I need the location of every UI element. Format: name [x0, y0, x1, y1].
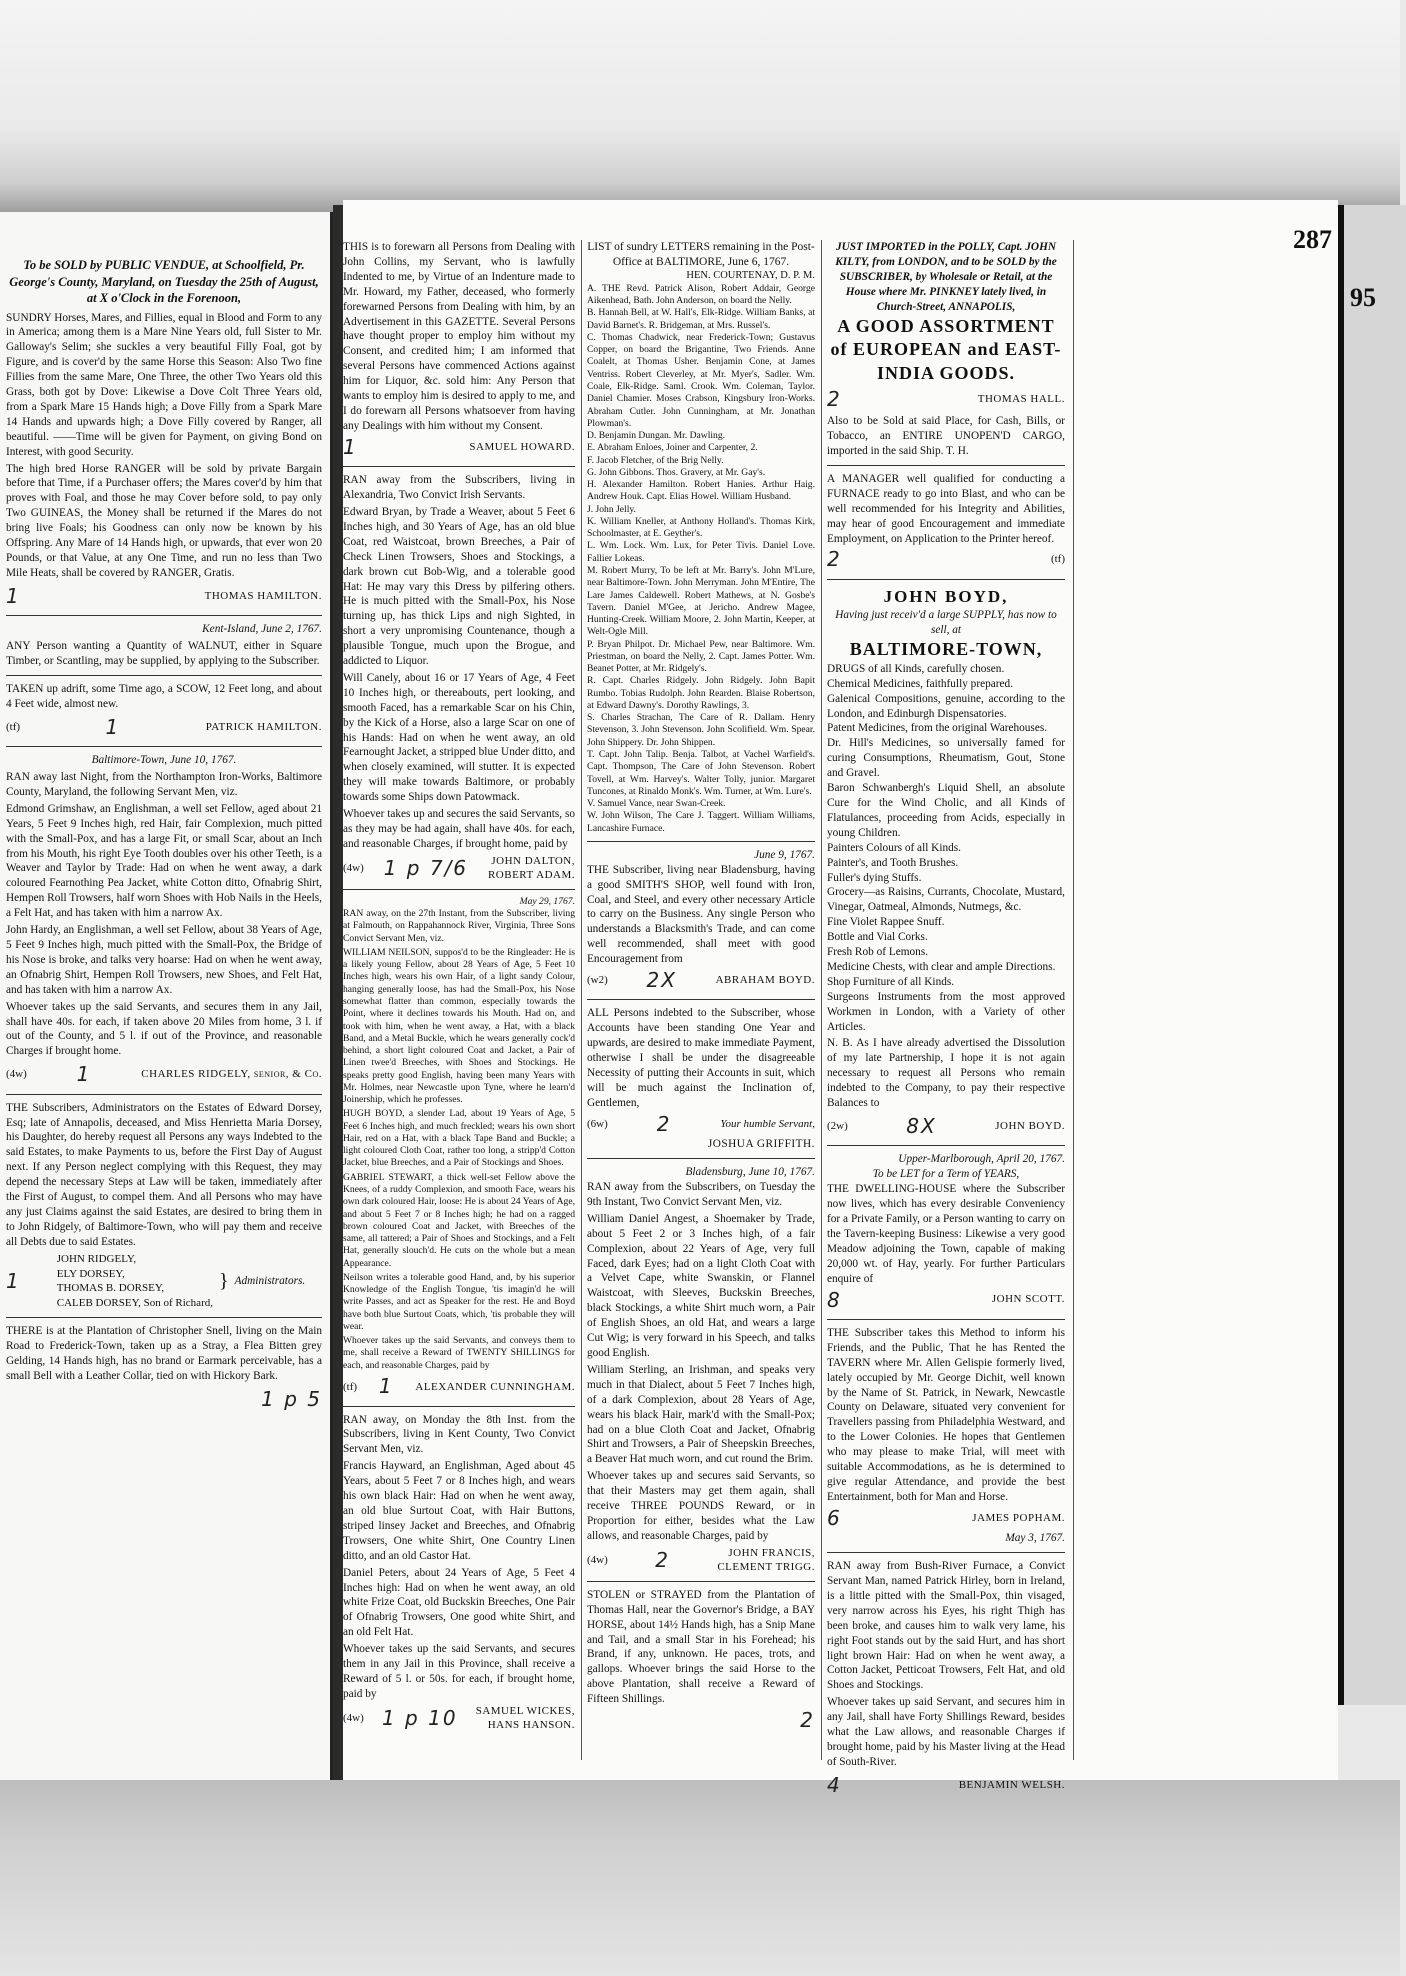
list-item: P. Bryan Philpot. Dr. Michael Pew, near Baltimore. Wm. Priestman, on board the Nelly, 2. Capt. James Potter. Wm. Beanet Potter, at Mr. Ridgely's. [587, 638, 815, 675]
ad-body: THE Subscribers, Administrators on the Estates of Edward Dorsey, Esq; late of Annapolis, deceased, and Miss Henrietta Maria Dorsey, his Daughter, do hereby request all Persons any ways Indebted to the said Estates, to make Payments to us, before the First Day of August next. If any Person neglect complying with this Request, they may depend the necessary Steps at Law will be taken, immediately after the First of August, to compel them. And all Persons who may have any just Claims against the said Estates, are desired to bring them in to John Ridgely, of Baltimore-Town, who will pay them and receive all Debts due to said Estates. [6, 1101, 322, 1248]
dateline: June 9, 1767. [754, 848, 815, 861]
signature: ROBERT ADAM. [487, 869, 575, 882]
list-item: J. John Jelly. [587, 503, 636, 515]
list-item: D. Benjamin Dungan. Mr. Dawling. [587, 430, 726, 442]
insertion-mark: (w2) [587, 974, 608, 987]
column-rule [1073, 240, 1074, 1760]
ad-stray [6, 1324, 322, 1412]
ad-body: Daniel Peters, about 24 Years of Age, 5 Feet 4 Inches high: Had on when he went away, an old white Frize Coat, old Buckskin Breeches, One Pair of Ofnabrig Trowsers, One good white Shirt, and an old Felt Hat. [343, 1566, 575, 1639]
ad-body: HUGH BOYD, a slender Lad, about 19 Years of Age, 5 Feet 6 Inches high, and much freckled; wears his own short Hair, red on a Hat, with a black Tape Band and Buckle; a light coloured Cloth Coat, rather too long, a stripp'd Cotton Jacket, blue Breeches, and a Pair of Stockings and Shoes. [343, 1108, 575, 1169]
ad-body: Edmond Grimshaw, an Englishman, a well set Fellow, aged about 21 Years, 5 Feet 9 Inches high, red Hair, fair Complexion, much pitted with the Small-Pox, and has a large Fit, or small Scar, about an Inch from his Mouth, his right Eye Tooth doubles over his other Teeth, is a Weaver and Taylor by Trade: Had on when he went away, a dark coloured Fearnothing Pea Jacket, white Cotton ditto, Ofnabrig Shirt, Hempen Roll Trowsers, half worn Shoes with Hob Nails in the Heels, a Felt Hat, and has taken with him a narrow Ax. [6, 802, 322, 920]
list-item: W. John Wilson, The Care J. Taggert. William Williams, Lancashire Furnace. [587, 810, 815, 834]
handwritten-mark: 1 [6, 1269, 21, 1294]
ad-northampton [6, 753, 322, 1088]
column-2 [587, 240, 815, 1739]
administrator-name: JOHN RIDGELY, [56, 1252, 137, 1265]
ad-body: Neilson writes a tolerable good Hand, and, by his superior Knowledge of the English Tongue, 'tis imagin'd he will write Passes, and act as Speaker for the rest. He and Boyd have both blue Surtout Coats, which, 'tis probable they will wear. [343, 1271, 575, 1332]
column-rule [581, 240, 582, 1760]
signature: SAMUEL WICKES, [475, 1704, 575, 1717]
insertion-mark: (4w) [6, 1068, 27, 1081]
handwritten-mark: 8 [827, 1287, 842, 1312]
ad-welsh [827, 1559, 1065, 1798]
insertion-mark: (2w) [827, 1119, 848, 1132]
ad-body: RAN away last Night, from the Northampton Iron-Works, Baltimore County, Maryland, the following Servant Men, viz. [6, 771, 322, 798]
signature: JOSHUA GRIFFITH. [707, 1138, 815, 1151]
ad-body: Whoever takes up and secures said Servants, so that their Masters may get them again, shall receive THREE POUNDS Reward, or in Proportion for either, besides what the Law allows, and reasonable Charges, paid by [587, 1470, 815, 1542]
signature-line [587, 1546, 815, 1575]
ad-john-boyd [827, 586, 1065, 1140]
divider [587, 999, 815, 1000]
list-item: Chemical Medicines, faithfully prepared. [827, 677, 1014, 690]
list-item: Surgeons Instruments from the most approved Workmen in London, with a Variety of other Articles. [827, 990, 1065, 1033]
ad-falmouth [343, 896, 575, 1400]
ad-polly [827, 240, 1065, 459]
signature: HANS HANSON. [487, 1719, 575, 1732]
insertion-mark: (4w) [587, 1554, 608, 1567]
insertion-mark: (tf) [6, 720, 21, 733]
scanner-shadow-top [0, 0, 1400, 215]
list-item: Fresh Rob of Lemons. [827, 946, 929, 959]
signature-line [827, 1505, 1065, 1531]
ad-body: Whoever takes up the said Servants, and secures them in any Jail in this Province, shall receive a Reward of 5 l. or 50s. for each, if brought home, paid by [343, 1643, 575, 1700]
signature-block [717, 1546, 815, 1575]
insertion-mark: (tf) [343, 1380, 358, 1393]
handwritten-mark: 1 [76, 1062, 92, 1087]
handwritten-mark: 2X [646, 968, 677, 993]
ad-body: Whoever takes up the said Servants, and secures them in any Jail, shall have 40s. for each, if taken above 20 Miles from home, 3 l. if out of the County, and 5 l. if out of the Province, and reasonable Charges if brought home. [6, 1000, 322, 1058]
ad-collins [343, 240, 575, 460]
divider [587, 1158, 815, 1159]
list-item: T. Capt. John Talip. Benja. Talbot, at Vachel Warfield's. Capt. Thompson, The Care of John Stevenson. Robert Tovell, at Wm. Harvey's. Walter Tolly, junior. Margaret Tuncones, at Rinaldo Monk's. Wm. Turner, at Wm. Lure's. [587, 748, 815, 797]
list-item: DRUGS of all Kinds, carefully chosen. [827, 662, 1005, 675]
ad-body: John Hardy, an Englishman, a well set Fellow, about 38 Years of Age, 5 Feet 9 Inches high, much pitted with the Small-Pox, the Bridge of his Nose is broke, and talks very hoarse: Had on when he went away, an Ofnabrig Shirt, Hempen Roll Trowsers, new Shoes, and Felt Hat, and has taken with him a narrow Ax. [6, 924, 322, 996]
ad-body: STOLEN or STRAYED from the Plantation of Thomas Hall, near the Governor's Bridge, a BAY HORSE, about 14½ Hands high, has a Snip Mane and Tail, and a small Star in his Forehead; his Brand, if any, unknown. He paces, trots, and gallops. Whoever brings the said Horse to the above Plantation, shall receive a Reward of Fifteen Shillings. [587, 1588, 815, 1706]
handwritten-mark: 2 [655, 1548, 670, 1573]
ad-body: Francis Hayward, an Englishman, Aged about 45 Years, about 5 Feet 7 or 8 Inches high, and wears his own black Hair: Had on when he went away, an old blue Surtout Coat, with Hair Buttons, striped linsey Jacket and Breeches, and Ofnabrig Trowsers, One white Shirt, One Country Linen ditto, and an old Castor Hat. [343, 1460, 575, 1562]
ad-heading: To be SOLD by PUBLIC VENDUE, at Schoolfield, Pr. George's County, Maryland, on Tuesday the 25th of August, at X o'Clock in the Forenoon, [9, 258, 319, 305]
ad-walnut [6, 622, 322, 669]
ad-body: Also to be Sold at said Place, for Cash, Bills, or Tobacco, an ENTIRE UNOPEN'D CARGO, imported in the said Ship. T. H. [827, 415, 1065, 457]
ad-body: ANY Person wanting a Quantity of WALNUT, either in Square Timber, or Scantling, may be supplied, by applying to the Subscriber. [6, 640, 322, 668]
ad-body: A MANAGER well qualified for conducting a FURNACE ready to go into Blast, and who can be well recommended for his Integrity and Abilities, may hear of good Encouragement and immediate Employment, on Application to the Printer hereof. [827, 472, 1065, 545]
list-item: M. Robert Murry, To be left at Mr. Barry's. John M'Lure, near Baltimore-Town. John Merryman. John M'Entire, The Lare James Caldewell. Robert Mathews, at N. Gosbe's Tavern. Daniel M'Gee, at Jericho. Andrew Magee, Hunting-Creek. William Moore, 2. John Martin, Keeper, at Welt-Ogle Mill. [587, 564, 815, 638]
insertion-mark: (4w) [343, 1712, 364, 1725]
handwritten-mark: 4 [827, 1772, 842, 1797]
letter-entries [587, 283, 815, 835]
handwritten-mark: 8X [906, 1114, 937, 1138]
signature-line [827, 1113, 1065, 1139]
administrator-name: THOMAS B. DORSEY, [56, 1282, 165, 1295]
handwritten-mark: 2 [827, 386, 842, 411]
ad-body: ALL Persons indebted to the Subscriber, whose Accounts have been standing One Year and upwards, are desired to make immediate Payment, otherwise I shall be under the disagreeable Necessity of putting their Accounts in suit, which will be much against the Inclination of, Gentlemen, [587, 1007, 815, 1109]
ad-body: TAKEN up adrift, some Time ago, a SCOW, 12 Feet long, and about 4 Feet wide, almost new. [6, 682, 322, 710]
signature: ABRAHAM BOYD. [715, 974, 815, 987]
signature: SAMUEL HOWARD. [469, 440, 575, 453]
divider [827, 1319, 1065, 1320]
closing: Your humble Servant, [720, 1117, 815, 1130]
signature: JAMES POPHAM. [972, 1511, 1065, 1524]
handwritten-mark: 1 [378, 1373, 394, 1398]
ad-popham-tavern [827, 1326, 1065, 1546]
dateline: May 3, 1767. [1005, 1532, 1065, 1545]
handwritten-mark: 1 [105, 714, 121, 739]
handwritten-mark: 1 [343, 434, 358, 459]
list-item: F. Jacob Fletcher, of the Brig Nelly. [587, 454, 724, 466]
ad-body: RAN away, on Monday the 8th Inst. from the Subscribers, living in Kent County, Two Convict Servant Men, viz. [343, 1413, 575, 1456]
page-number: 287 [1293, 225, 1332, 254]
signature-line [343, 1374, 575, 1400]
dateline: Kent-Island, June 2, 1767. [202, 623, 322, 636]
signature: JOHN FRANCIS, [728, 1546, 815, 1559]
ad-dorsey [6, 1101, 322, 1311]
divider [343, 889, 575, 890]
ad-body: Whoever takes up said Servant, and secures him in any Jail, shall have Forty Shillings Reward, besides what the Law allows, and reasonable Charges if brought home, paid by his Master living at the Head of South-River. [827, 1696, 1065, 1768]
signature: PATRICK HAMILTON. [205, 720, 322, 733]
signature-line [6, 1061, 322, 1087]
scanner-shadow-bottom [0, 1780, 1400, 1976]
ad-body: THE Subscriber, living near Bladensburg, having a good SMITH'S SHOP, well found with Iron, Coal, and Steel, and every other necessary Article to carry on the Business. Any single Person who understands a Blacksmith's Trade, and can come well recommended, shall meet with good Encouragement from [587, 863, 815, 966]
ad-body: THIS is to forewarn all Persons from Dealing with John Collins, my Servant, who is lawfully Indented to me, by Virtue of an Indenture made to Mr. Howard, my Father, deceased, who formerly forewarned Persons from Dealing with him, by an Advertisement in this GAZETTE. Several Persons have thought proper to employ him without my Consent, and credited him; I am informed that several Persons have commenced Actions against him for Liquor, &c. sold him: Any Person that wants to employ him is desired to apply to me, and I do forewarn all Persons whatsoever from having any Dealings with him without my Consent. [343, 241, 575, 432]
signature-line [587, 967, 815, 993]
list-item: R. Capt. Charles Ridgely. John Ridgely. John Bapit Rumbo. Tobias Rudolph. John Rearden. Blaise Robertson, at Edward Dawny's. Dorothy Rawlings, 3. [587, 675, 815, 711]
signature: CHARLES RIDGELY, senior, & Co. [141, 1068, 322, 1081]
ad-body: N. B. As I have already advertised the Dissolution of my late Partnership, I hope it is not again necessary to request all Persons who remain indebted to the Company, to pay their respective Balances to [827, 1037, 1065, 1110]
column-1 [343, 240, 575, 1739]
list-item: Shop Furniture of all Kinds. [827, 975, 955, 988]
signature: CLEMENT TRIGG. [717, 1561, 815, 1574]
ad-body: THE Subscriber takes this Method to inform his Friends, and the Public, That he has Rented the TAVERN where Mr. Allen Gelispie formerly lived, lately occupied by Mr. George Dichit, well known by the Name of St. Patrick, in Newark, Newcastle County on Delaware, situated very convenient for Travellers passing from Philadelphia Westward, and to the Lower Colonies. He hopes that Gentlemen who may please to make Trial, will meet with suitable Accommodations, as he is determined to give regular Attendance, and provide the best Entertainment, both for Man and Horse. [827, 1326, 1065, 1503]
signature-line [827, 1772, 1065, 1798]
administrator-name: ELY DORSEY, [56, 1267, 125, 1280]
ad-body: William Daniel Angest, a Shoemaker by Trade, about 5 Feet 2 or 3 Inches high, of a fair Complexion, about 22 Years of Age, very full Faced, dark Eyes; had on a light Cloth Coat with a Velvet Cape, white Swanskin, or Flannel Waistcoat, with Sleeves, Buckskin Breeches, black Stockings, a white Shirt much worn, a Pair of English Shoes, an old Hat, and wears a large Cut Wig; is very forward in his Speech, and talks good English. [587, 1212, 815, 1359]
goods-list [827, 662, 1065, 1035]
dateline: May 29, 1767. [519, 895, 575, 907]
signature-line [343, 854, 575, 883]
signature-line [827, 1287, 1065, 1313]
divider [587, 841, 815, 842]
administrators-list [57, 1252, 213, 1311]
ad-body: Edward Bryan, by Trade a Weaver, about 5 Feet 6 Inches high, and 30 Years of Age, has an old blue Coat, red Waistcoat, brown Breeches, a Pair of Check Linen Trowsers, Shoes and Stockings, a dark brown cut Bob-Wig, and a tolerable good Hat: He may vary this Dress by pilfering others. He is much pitted with the Small-Pox, his Nose turning up, has thick Lips and nigh Sighted, in short a very unpromising Countenance, though a plausible Tongue, much upon the Brogue, and addicted to Liquor. [343, 505, 575, 668]
divider [6, 675, 322, 676]
signature-block [476, 1704, 575, 1733]
ad-body: RAN away from the Subscribers, living in Alexandria, Two Convict Irish Servants. [343, 474, 575, 502]
divider [827, 465, 1065, 466]
list-item: Grocery—as Raisins, Currants, Chocolate, Mustard, Vinegar, Oatmeal, Almonds, Nutmegs, &c. [827, 886, 1065, 914]
list-item: B. Hannah Bell, at W. Hall's, Elk-Ridge. William Banks, at David Barnet's. R. Bridgeman, at Mrs. Russel's. [587, 307, 815, 331]
right-page [343, 200, 1338, 1797]
list-item: Patent Medicines, from the original Warehouses. [827, 722, 1048, 735]
letter-list [587, 240, 815, 835]
ad-irish-servants [343, 473, 575, 883]
ad-heading: JUST IMPORTED in the POLLY, Capt. JOHN KILTY, from LONDON, and to be SOLD by the SUBSCRIBER, by Wholesale or Retail, at the House where Mr. PINKNEY lately lived, in Church-Street, ANNAPOLIS, [835, 241, 1057, 313]
next-page-number: 95 [1350, 283, 1376, 312]
ad-kent [343, 1413, 575, 1733]
ad-smith-shop [587, 848, 815, 994]
ad-body: William Sterling, an Irishman, and speaks very much in that Dialect, about 5 Feet 7 Inches high, of a dark Complexion, about 28 Years of Age, wears his black Hair, mark'd with the Small-Pox; had on a blue Cloth Coat and Jacket, Ofnabrig Shirt and Trowsers, a Pair of Sheepskin Breeches, a Beaver Hat much worn, and cut round the Brim. [587, 1363, 815, 1466]
left-page-column [6, 257, 322, 1418]
divider [6, 746, 322, 747]
signature-line [6, 714, 322, 740]
ad-body: SUNDRY Horses, Mares, and Fillies, equal in Blood and Form to any in America; among them is a Mare Nine Years old, full Sister to Mr. Galloway's Selim; she suckles a very beautiful Filly Foal, got by Figure, and is cover'd by the same Horse this Season: Also Two fine Fillies from the same Mare, One Three, the other Two Years old this Grass, both got by Dove: Likewise a Dove Colt Three Years old, from a Spark Mare 15 Hands high; a Dove Filly from a Spark Mare 14 Hands and upwards high; a Dove Filly covered by Ranger, all beautiful. ——Time will be given for Payment, on giving Bond on Interest, with good Security. [6, 311, 322, 458]
list-item: S. Charles Strachan, The Care of R. Dallam. Henry Stevenson, 3. John Stevenson. John Scolifield. Wm. Spear. John Shippery. Dr. John Shippen. [587, 712, 815, 748]
ad-scow [6, 682, 322, 740]
ad-bay-horse [587, 1588, 815, 1734]
divider [6, 1317, 322, 1318]
handwritten-mark: 1 p 10 [381, 1706, 458, 1731]
list-item: C. Thomas Chadwick, near Frederick-Town; Gustavus Copper, on board the Brigantine, Two Friends. Anne Coalelt, at Thomas Usher. Benjamin Cone, at James Ventriss. Robert Cleverley, at Mr. Myer's, Sadler. Wm. Coale, Elk-Ridge. Saml. Crook. Wm. Coleman, Taylor. Daniel Chamier. Moses Crabson, Kingsbury Iron-Works. Abraham Cutler. John Cunningham, at Mr. Jonathan Plowman's. [587, 331, 815, 429]
ad-bladensburg [587, 1165, 815, 1575]
signature-line [587, 1111, 815, 1137]
list-item: Bottle and Vial Corks. [827, 931, 928, 944]
signature: THOMAS HALL. [977, 392, 1065, 405]
list-item: Fuller's dying Stuffs. [827, 871, 922, 884]
handwritten-mark: 1 [6, 583, 21, 608]
list-item: L. Wm. Lock. Wm. Lux, for Peter Tivis. Daniel Love. Fallier Lokeas. [587, 540, 815, 564]
list-item: Dr. Hill's Medicines, so universally famed for curing Consumptions, Rheumatism, Gout, Stone and Gravel. [827, 737, 1065, 780]
list-item: K. William Kneller, at Anthony Holland's. Thomas Kirk, Schoolmaster, at E. Geyther's. [587, 515, 815, 540]
ad-body: RAN away, on the 27th Instant, from the Subscriber, living at Falmouth, on Rappahannock River, Virginia, Three Sons Convict Servant Men, viz. [343, 908, 575, 944]
signature-line [6, 583, 322, 609]
handwritten-mark: 2 [800, 1708, 815, 1733]
left-page [0, 212, 333, 1780]
administrators-label: Administrators. [234, 1274, 306, 1287]
signature-line [343, 434, 575, 460]
ad-headline: A GOOD ASSORTMENT of EUROPEAN and EAST-INDIA GOODS. [830, 315, 1062, 384]
ad-headline: BALTIMORE-TOWN, [849, 639, 1043, 660]
ad-body: THERE is at the Plantation of Christopher Snell, living on the Main Road to Frederick-Town, taken up as a Stray, a Flea Bitten grey Gelding, 14 Hands high, has no brand or Earmark perceivable, has a small Bell with a Leather Collar, tied on with Hickory Bark. [6, 1325, 322, 1382]
dateline: Bladensburg, June 10, 1767. [685, 1166, 815, 1179]
column-rule [821, 240, 822, 1760]
ad-body: THE DWELLING-HOUSE where the Subscriber now lives, which has every desirable Conveniency for a Private Family, or a Person wanting to carry on the Tavern-keeping Business: Likewise a very good Meadow adjoining the Town, capable of making 20,000 wt. of Hay, yearly. For further Particulars enquire of [827, 1183, 1065, 1285]
signature-line [343, 1704, 575, 1733]
signature-line [827, 546, 1065, 572]
handwritten-mark: 1 p 5 [261, 1386, 322, 1411]
ad-subheading: To be LET for a Term of YEARS, [872, 1168, 1020, 1181]
ad-body: GABRIEL STEWART, a thick well-set Fellow above the Knees, of a ruddy Complexion, and smooth Face, wears his own dark coloured Hair, loose: He is about 24 Years of Age, and about 5 Feet 7 or 8 Inches high; he had on a ragged brown coloured Coat and Jacket, with Breeches of the same, all tattered; a Pair of Shoes and Stockings, and a Felt Hat, generally slouch'd. He cuts on the whole but a mean Appearance. [343, 1171, 575, 1269]
ad-furnace-manager [827, 472, 1065, 573]
ad-body: RAN away from Bush-River Furnace, a Convict Servant Man, named Patrick Hirley, born in Ireland, is a little pitted with the Small-Pox, thin visaged, very narrow across his Eyes, his right Thigh has been broke, and causes him to walk very lame, his right Foot stands out by the said Hurt, and has short light brown Hair: Had on when he went away, a Cotton Jacket, Petticoat Trowsers, Felt Hat, and old Shoes and Stockings. [827, 1560, 1065, 1692]
ad-heading: JOHN BOYD, [883, 586, 1009, 606]
divider [587, 1581, 815, 1582]
divider [6, 615, 322, 616]
divider [827, 1145, 1065, 1146]
signature: ALEXANDER CUNNINGHAM. [415, 1380, 575, 1393]
ad-body: Whoever takes up the said Servants, and conveys them to me, shall receive a Reward of TWENTY SHILLINGS for each, and reasonable Charges, paid by [343, 1335, 575, 1371]
list-item: Fine Violet Rappee Snuff. [827, 916, 945, 929]
next-page-edge [1338, 205, 1406, 1705]
postmaster: HEN. COURTENAY, D. P. M. [686, 270, 815, 282]
insertion-mark: (6w) [587, 1117, 608, 1130]
column-3 [827, 240, 1065, 1804]
divider [343, 466, 575, 467]
ad-subheading: Having just receiv'd a large SUPPLY, has now to sell, at [835, 609, 1057, 637]
divider [827, 579, 1065, 580]
ad-body: The high bred Horse RANGER will be sold by private Bargain before that Time, if a Purchaser offers; the Mares cover'd by him that proves with Foal, and those he may Cover before sold, to pay only Two GUINEAS, the Money shall be returned if the Mares do not bring live Foals; his Goodness can only now be known by his Offspring. Any Mare of 14 Hands high, or upwards, that ever won 20 Pounds, or that Value, at any One Time, and run no less than Two Mile Heats, shall be covered by RANGER, Gratis. [6, 462, 322, 579]
list-item: Galenical Compositions, genuine, according to the London, and Edinburgh Dispensatories. [827, 692, 1065, 720]
signature-line [6, 1386, 322, 1412]
handwritten-mark: 6 [827, 1505, 842, 1530]
ad-dwelling-house [827, 1152, 1065, 1313]
ad-body: RAN away from the Subscribers, on Tuesday the 9th Instant, Two Convict Servant Men, viz. [587, 1181, 815, 1208]
list-item: Medicine Chests, with clear and ample Directions. [827, 960, 1056, 973]
signature-line [827, 386, 1065, 412]
list-item: G. John Gibbons. Thos. Gravery, at Mr. Gay's. [587, 466, 766, 478]
brace: } [218, 1270, 229, 1293]
list-item: H. Alexander Hamilton. Robert Hanies. Arthur Haig. Andrew Houk. Capt. Elias Howel. William Husband. [587, 479, 815, 503]
handwritten-mark: 2 [656, 1111, 672, 1136]
signature: JOHN BOYD. [995, 1119, 1065, 1132]
list-item: V. Samuel Vance, near Swan-Creek. [587, 798, 726, 810]
list-item: Painter's, and Tooth Brushes. [827, 856, 959, 869]
list-item: E. Abraham Enloes, Joiner and Carpenter, 2. [587, 442, 758, 454]
handwritten-mark: 1 p 7/6 [383, 856, 469, 881]
insertion-mark: (4w) [343, 862, 364, 875]
ad-body: WILLIAM NEILSON, suppos'd to be the Ringleader: He is a likely young Fellow, about 28 Years of Age, 5 Feet 10 Inches high, wears his own Hair, of a light sandy Colour, hanging generally loose, has had the Small-Pox, his Nose somewhat flatter than common, especially towards the Point, where it declines towards his Mouth. Had on, and took with him, when he went away, a Hat, with a black Band, and a Metal Buckle, which he wears generally cock'd behind, a short light coloured Coat and Jacket, a Pair of Linen twee'd Breeches, with Shoes and Stockings. He speaks pretty good English, having been many Years with Mr. Holmes, near Newcastle upon Tyne, where he learn'd Joinership, which he professes. [343, 946, 575, 1106]
ad-body: Will Canely, about 16 or 17 Years of Age, 4 Feet 10 Inches high, or thereabouts, pert looking, and smooth Faced, has a remarkable Scar on his Chin, by the Kick of a Horse, also a large Scar on one of his Hands: Had on when he went away, an old Fearnought Jacket, a stripped blue Under ditto, and when closely examined, will stutter. It is expected they will make towards Baltimore, or probably towards some Ships down Patowmack. [343, 671, 575, 804]
insertion-mark: (tf) [1050, 553, 1065, 566]
divider [827, 1552, 1065, 1553]
list-item: Painters Colours of all Kinds. [827, 841, 961, 854]
administrator-name: CALEB DORSEY, Son of Richard, [56, 1297, 213, 1310]
ad-body: Whoever takes up and secures the said Servants, so as they may be had again, shall have 40s. for each, and reasonable Charges, if brought home, paid by [343, 808, 575, 850]
dateline: Upper-Marlborough, April 20, 1767. [898, 1153, 1065, 1166]
signature: BENJAMIN WELSH. [958, 1778, 1065, 1791]
ad-griffith [587, 1006, 815, 1152]
signature-line [587, 1707, 815, 1733]
dateline: Baltimore-Town, June 10, 1767. [91, 754, 237, 767]
administrators-block [6, 1252, 322, 1311]
ad-vendue [6, 257, 322, 609]
signature: THOMAS HAMILTON. [204, 589, 322, 602]
signature: JOHN DALTON, [491, 854, 575, 867]
list-item: A. THE Revd. Patrick Alison, Robert Addair, George Aikenhead, Bath. John Anderson, on board the Nelly. [587, 282, 815, 307]
signature: JOHN SCOTT. [991, 1293, 1065, 1306]
list-item: Baron Schwanbergh's Liquid Shell, an absolute Cure for the Wind Cholic, and all Kinds of Flatulances, proceeding from Acids, especially in young Children. [827, 782, 1065, 839]
divider [6, 1094, 322, 1095]
book-gutter [333, 205, 343, 1780]
letter-list-header: LIST of sundry LETTERS remaining in the Post-Office at BALTIMORE, June 6, 1767. [587, 241, 815, 268]
handwritten-mark: 2 [827, 547, 842, 572]
divider [343, 1406, 575, 1407]
signature-block [488, 854, 575, 883]
